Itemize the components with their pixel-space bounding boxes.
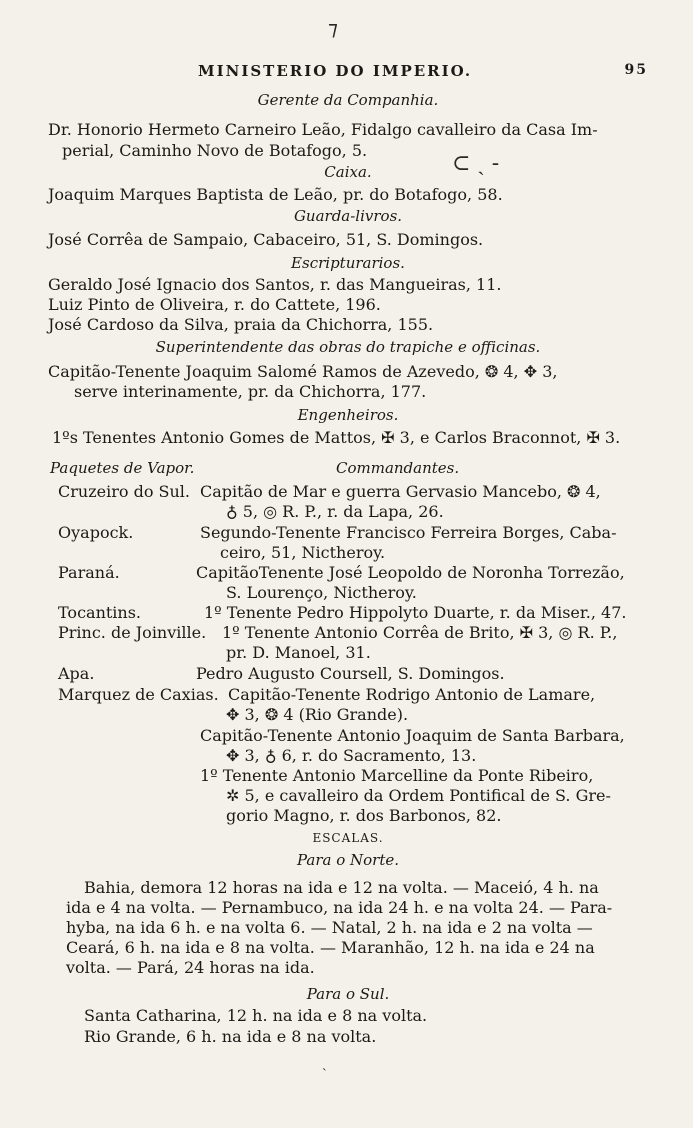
text-line: Rio Grande, 6 h. na ida e 8 na volta. [84, 1027, 377, 1046]
ship-name: Paraná. [58, 563, 120, 582]
section-heading: Gerente da Companhia. [257, 91, 439, 109]
commander-line: ✥ 3, ❂ 4 (Rio Grande). [226, 705, 409, 724]
column-heading-commanders: Commandantes. [336, 459, 460, 477]
text-line: ida e 4 na volta. — Pernambuco, na ida 24 h. e na volta 24. — Para- [66, 898, 613, 917]
commander-line: gorio Magno, r. dos Barbonos, 82. [226, 806, 502, 825]
commander-line: 1º Tenente Antonio Corrêa de Brito, ✠ 3, ◎ R. P., [222, 623, 618, 642]
ship-name: Apa. [58, 664, 95, 683]
commander-line: CapitãoTenente José Leopoldo de Noronha Torrezão, [196, 563, 625, 582]
ship-name: Oyapock. [58, 523, 134, 542]
commander-line: S. Lourenço, Nictheroy. [226, 583, 417, 602]
commander-line: ceiro, 51, Nictheroy. [220, 543, 386, 562]
text-line: Ceará, 6 h. na ida e 8 na volta. — Maranhão, 12 h. na ida e 24 na [66, 938, 595, 957]
text-line: perial, Caminho Novo de Botafogo, 5. [62, 141, 368, 160]
text-line: volta. — Pará, 24 horas na ida. [66, 958, 315, 977]
text-line: hyba, na ida 6 h. e na volta 6. — Natal, 2 h. na ida e 2 na volta — [66, 918, 593, 937]
commander-line: Pedro Augusto Coursell, S. Domingos. [196, 664, 505, 683]
section-heading: Escripturarios. [291, 254, 405, 272]
pen-mark-icon: ⊂ ˏ - [452, 151, 500, 176]
commander-line: ✲ 5, e cavalleiro da Ordem Pontifical de S. Gre- [226, 786, 611, 805]
section-heading: Engenheiros. [297, 406, 399, 424]
text-line: José Corrêa de Sampaio, Cabaceiro, 51, S. Domingos. [48, 230, 484, 249]
text-line: serve interinamente, pr. da Chichorra, 177. [74, 382, 427, 401]
section-heading: Caixa. [324, 163, 372, 181]
subsection-heading: Para o Sul. [306, 985, 390, 1003]
ship-name: Cruzeiro do Sul. [58, 482, 191, 501]
commander-line: Capitão de Mar e guerra Gervasio Mancebo, ❂ 4, [200, 482, 601, 501]
section-heading: Superintendente das obras do trapiche e officinas. [155, 338, 541, 356]
text-line: Geraldo José Ignacio dos Santos, r. das Mangueiras, 11. [48, 275, 502, 294]
ship-name: Tocantins. [58, 603, 142, 622]
commander-line: 1º Tenente Pedro Hippolyto Duarte, r. da Miser., 47. [204, 603, 627, 622]
subsection-heading: Para o Norte. [296, 851, 400, 869]
ship-name: Princ. de Joinville. [58, 623, 207, 642]
section-heading: Guarda-livros. [293, 207, 403, 225]
commander-line: 1º Tenente Antonio Marcelline da Ponte Ribeiro, [200, 766, 594, 785]
commander-line: pr. D. Manoel, 31. [226, 643, 371, 662]
commander-line: ♁ 5, ◎ R. P., r. da Lapa, 26. [226, 502, 444, 521]
text-line: Joaquim Marques Baptista de Leão, pr. do Botafogo, 58. [48, 185, 503, 204]
ship-name: Marquez de Caxias. [58, 685, 219, 704]
text-line: Dr. Honorio Hermeto Carneiro Leão, Fidalgo cavalleiro da Casa Im- [48, 120, 598, 139]
text-line: Capitão-Tenente Joaquim Salomé Ramos de Azevedo, ❂ 4, ✥ 3, [48, 362, 558, 381]
commander-line: ✥ 3, ♁ 6, r. do Sacramento, 13. [226, 746, 477, 765]
ink-mark-icon: ⁊ [328, 16, 338, 40]
page-number: 95 [624, 62, 648, 78]
ink-dot-icon: ˴ [322, 1060, 327, 1076]
page-title: MINISTERIO DO IMPERIO. [198, 62, 473, 80]
commander-line: Capitão-Tenente Antonio Joaquim de Santa Barbara, [200, 726, 625, 745]
text-line: José Cardoso da Silva, praia da Chichorra, 155. [48, 315, 434, 334]
section-heading: ESCALAS. [312, 831, 384, 845]
text-line: Luiz Pinto de Oliveira, r. do Cattete, 196. [48, 295, 381, 314]
column-heading-ships: Paquetes de Vapor. [50, 459, 195, 477]
text-line: Santa Catharina, 12 h. na ida e 8 na volta. [84, 1006, 428, 1025]
text-line: 1ºs Tenentes Antonio Gomes de Mattos, ✠ 3, e Carlos Braconnot, ✠ 3. [52, 428, 621, 447]
commander-line: Capitão-Tenente Rodrigo Antonio de Lamare, [228, 685, 596, 704]
commander-line: Segundo-Tenente Francisco Ferreira Borges, Caba- [200, 523, 617, 542]
text-line: Bahia, demora 12 horas na ida e 12 na volta. — Maceió, 4 h. na [84, 878, 599, 897]
